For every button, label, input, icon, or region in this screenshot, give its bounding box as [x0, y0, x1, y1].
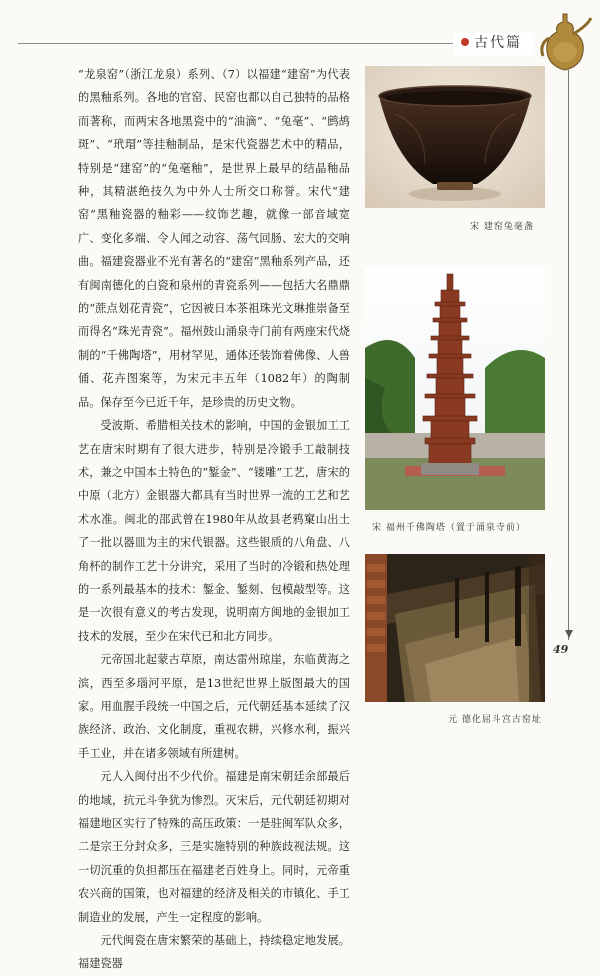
caption-bowl: 宋 建窑兔毫盏	[470, 222, 534, 232]
ewer-vase-icon	[537, 8, 593, 74]
photo-pottery-pagoda	[365, 268, 545, 510]
section-title: 古代篇	[474, 35, 522, 51]
margin-rule	[568, 70, 569, 640]
photo-hares-fur-bowl	[365, 66, 545, 208]
article-body	[78, 63, 350, 976]
paragraph-yuan-ceramics: 元代闽瓷在唐宋繁荣的基础上，持续稳定地发展。福建瓷器	[78, 934, 350, 971]
header-bullet-icon	[461, 38, 469, 46]
margin-arrow-icon	[565, 630, 573, 638]
paragraph-metalwork: 受波斯、希腊相关技术的影响，中国的金银加工工艺在唐宋时期有了很大进步，特别是冷锻手工敲制技术，兼之中国本土特色的“錾金”、“镂雕”工艺，唐宋的中原（北方）金银器大都具有当时世界一流的工艺和艺术水准。闽北的邵武曾在1980年从故县老鸦窠山出土了一批以器皿为主的宋代银器。这些银质的八角盘、八角杯的制作工艺十分讲究，采用了当时的冷锻和热处理的一系列最基本的技术：錾金、錾刻、包模敲型等。这是一次很有意义的考古发现，说明南方闽地的金银加工技术的发展，至少在宋代已和北方同步。	[78, 419, 350, 643]
photo-kiln-site	[365, 554, 545, 702]
header-rule	[18, 43, 460, 44]
paragraph-yuan-empire: 元帝国北起蒙古草原，南达雷州琼崖，东临黄海之滨，西至多瑙河平原，是13世纪世界上版图最大的国家。用血腥手段统一中国之后，元代朝廷基本延续了汉族经济、政治、文化制度，重视农耕，兴修水利，振兴手工业，并在诸多领域有所建树。	[78, 653, 350, 760]
caption-pagoda: 宋 福州千佛陶塔（置于涌泉寺前）	[372, 523, 526, 533]
paragraph-yuan-fujian: 元人入闽付出不少代价。福建是南宋朝廷余部最后的地域，抗元斗争犹为惨烈。灭宋后，元代朝廷初期对福建地区实行了特殊的高压政策：一是驻闽军队众多，二是宗王分封众多，三是实施特别的种族歧视法规。这一切沉重的负担都压在福建老百姓身上。同时，元帝重农兴商的国策，也对福建的经济及相关的市镇化、手工制造业的发展，产生一定程度的影响。	[78, 770, 350, 924]
caption-kiln: 元 德化屈斗宫古窑址	[448, 715, 542, 725]
page-number: 49	[553, 643, 569, 656]
paragraph-ceramics: “龙泉窑”（浙江龙泉）系列、（7）以福建“建窑”为代表的黑釉系列。各地的官窑、民窑也都以自己独特的品格而著称，而两宋各地黑瓷中的“油滴”、“兔毫”、“鹧鸪斑”、“玳瑁”等挂釉制品，是宋代瓷器艺术中的精品，特别是“建窑”的“兔毫釉”，是世界上最早的结晶釉品种，其精湛绝技久为中外人士所交口称誉。宋代“建窑”黑釉瓷器的釉彩——纹饰艺趣，就像一部音域宽广、变化多端、令人闻之动容、荡气回肠、宏大的交响曲。福建瓷器业不光有著名的“建窑”黑釉系列产品，还有闽南德化的白瓷和泉州的青瓷系列——包括大名鼎鼎的“蔗点划花青瓷”，它因被日本茶祖珠光文琳推崇备至而得名“珠光青瓷”。福州鼓山涌泉寺门前有两座宋代烧制的“千佛陶塔”，用材罕见，通体还装饰着佛像、人兽俑、花卉图案等，为宋元丰五年（1082年）的陶制品。保存至今已近千年，是珍贵的历史文物。	[78, 68, 350, 409]
